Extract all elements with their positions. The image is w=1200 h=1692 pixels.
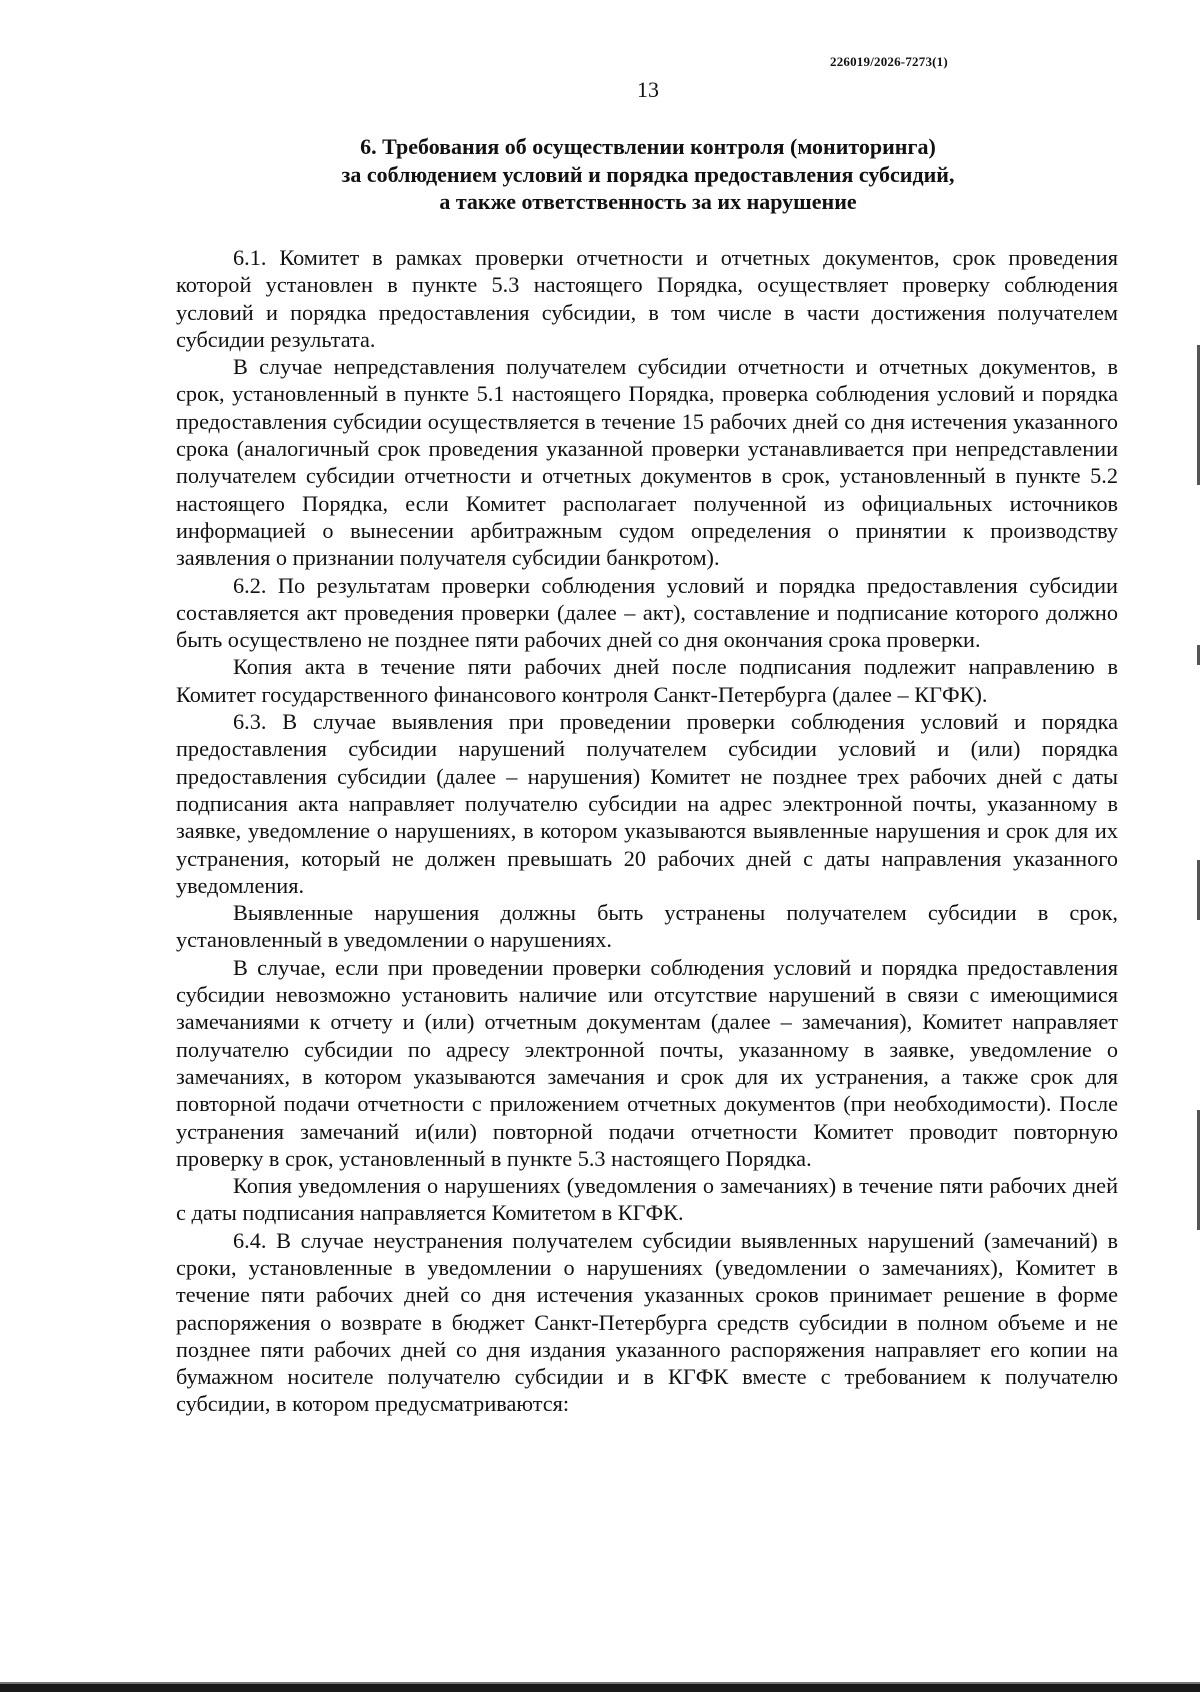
paragraph-6-1: 6.1. Комитет в рамках проверки отчетности и отчетных документов, срок проведения которой установлен в пункте 5.3 настоящего Порядка, осуществляет проверку соблюдения условий и порядка предоставления субсидии, в том числе в части достижения получателем субсидии результата. [176, 245, 1118, 352]
paragraph-6-2: 6.2. По результатам проверки соблюдения условий и порядка предоставления субсидии составляется акт проведения проверки (далее – акт), составление и подписание которого должно быть осуществлено не позднее пяти рабочих дней со дня окончания срока проверки. [176, 572, 1118, 653]
document-body [176, 244, 1118, 1418]
paragraph: Копия акта в течение пяти рабочих дней после подписания подлежит направлению в Комитет государственного финансового контроля Санкт-Петербурга (далее – КГФК). [176, 654, 1118, 707]
section-heading [176, 133, 1120, 216]
paragraph-6-3: 6.3. В случае выявления при проведении проверки соблюдения условий и порядка предоставления субсидии нарушений получателем субсидии условий и (или) порядка предоставления субсидии (далее – нарушения) Комитет не позднее трех рабочих дней с даты подписания акта направляет получателю субсидии на адрес электронной почты, указанному в заявке, уведомление о нарушениях, в котором указываются выявленные нарушения и срок для их устранения, который не должен превышать 20 рабочих дней с даты направления указанного уведомления. [176, 709, 1118, 898]
heading-line: 6. Требования об осуществлении контроля (мониторинга) [360, 134, 936, 159]
paragraph: Копия уведомления о нарушениях (уведомления о замечаниях) в течение пяти рабочих дней с даты подписания направляется Комитетом в КГФК. [176, 1173, 1118, 1226]
paragraph: В случае, если при проведении проверки соблюдения условий и порядка предоставления субсидии невозможно установить наличие или отсутствие нарушений в связи с имеющимися замечаниями к отчету и (или) отчетным документам (далее – замечания), Комитет направляет получателю субсидии по адресу электронной почты, указанному в заявке, уведомление о замечаниях, в котором указываются замечания и срок для их устранения, а также срок для повторной подачи отчетности с приложением отчетных документов (при необходимости). После устранения замечаний и(или) повторной подачи отчетности Комитет проводит повторную проверку в срок, установленный в пункте 5.3 настоящего Порядка. [176, 954, 1118, 1171]
paragraph-6-4: 6.4. В случае неустранения получателем субсидии выявленных нарушений (замечаний) в сроки, установленные в уведомлении о нарушениях (уведомлении о замечаниях), Комитет в течение пяти рабочих дней со дня истечения указанных сроков принимает решение в форме распоряжения о возврате в бюджет Санкт-Петербурга средств субсидии в полном объеме и не позднее пяти рабочих дней со дня издания указанного распоряжения направляет его копии на бумажном носителе получателю субсидии и в КГФК вместе с требованием к получателю субсидии, в котором предусматриваются: [176, 1227, 1118, 1417]
paragraph: Выявленные нарушения должны быть устранены получателем субсидии в срок, установленный в уведомлении о нарушениях. [176, 900, 1118, 953]
paragraph: В случае непредставления получателем субсидии отчетности и отчетных документов, в срок, установленный в пункте 5.1 настоящего Порядка, проверка соблюдения условий и порядка предоставления субсидии осуществляется в течение 15 рабочих дней со дня истечения указанного срока (аналогичный срок проведения указанной проверки устанавливается при непредставлении получателем субсидии отчетности и отчетных документов в срок, установленный в пункте 5.2 настоящего Порядка, если Комитет располагает полученной из официальных источников информацией о вынесении арбитражным судом определения о принятии к производству заявления о признании получателя субсидии банкротом). [176, 354, 1118, 571]
document-id: 226019/2026-7273(1) [830, 54, 948, 69]
page-number: 13 [637, 77, 659, 102]
heading-line: за соблюдением условий и порядка предоставления субсидий, [341, 161, 955, 187]
heading-line: а также ответственность за их нарушение [439, 189, 857, 214]
scan-bottom-edge [0, 1684, 1200, 1692]
